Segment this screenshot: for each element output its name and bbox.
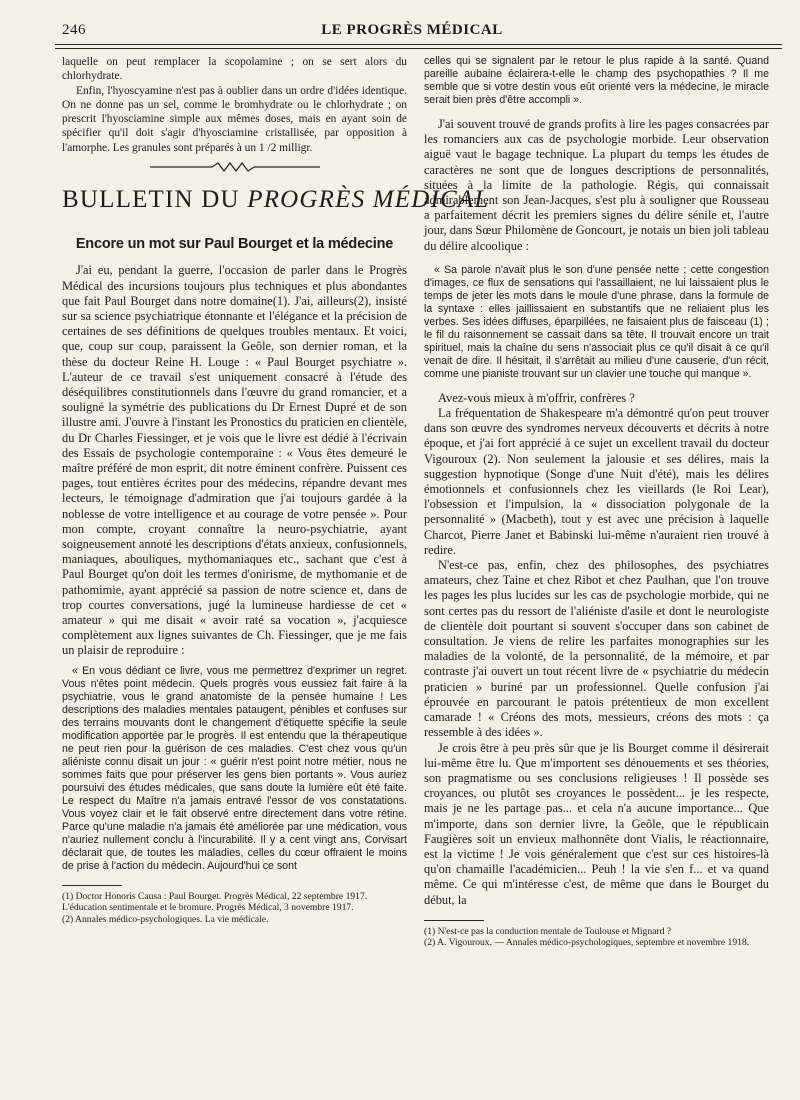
right-column	[424, 55, 769, 949]
goncourt-quote-text: « Sa parole n'avait plus le son d'une pensée nette ; cette congestion d'images, ce flux de sensations qui l'assaillaient, ne lui laissaient plus le temps de jeter les mots dans le moule d'une phrase, dans la formule de la syntaxe : elles jaillissaient en substantifs que ne reliaient plus les verbes. Ses idées diffuses, éparpillées, ne faisaient plus de faisceau (1) ; le fil du raisonnement se cassait dans sa tête. Il trouvait encore un trait spirituel, mais la chaîne du sens n'associait plus ce qu'il disait à ce qu'il venait de dire. Il hésitait, il s'arrêtait au milieu d'une causerie, d'un récit, comme une pianiste trouvant sur un clavier une touche qui manque ».	[424, 263, 769, 380]
footnote-left-2: (2) Annales médico-psychologiques. La vie médicale.	[62, 913, 269, 925]
bulletin-title-prefix: BULLETIN DU	[62, 186, 240, 214]
body-paragraph-2: J'ai souvent trouvé de grands profits à lire les pages consacrées par les romanciers aux cas de psychologie morbide. Leur observation aiguë vaut le bagage technique. La plupart du temps les études de caractères ne sont que de longues descriptions de personnalités, situées à la limite de la pathologie. Régis, qui connaissait admirablement son Jean-Jacques, s'est plu à souligner que Rousseau a parfaitement décrit les premiers signes du délire sénile et, l'autre jour, dans Sœur Philomène de Goncourt, je notais un bien joli tableau du délire alcoolique :	[424, 117, 769, 253]
footnote-right-1: (1) N'est-ce pas la conduction mentale de Toulouse et Mignard ?	[424, 925, 672, 937]
article-body-start	[62, 263, 407, 658]
article-title: Encore un mot sur Paul Bourget et la médecine	[75, 236, 394, 253]
fiessinger-quote	[62, 665, 407, 873]
footnote-rule-left	[62, 885, 122, 886]
quote-paragraph-1: « En vous dédiant ce livre, vous me permettrez d'exprimer un regret. Vous n'êtes point médecin. Quels progrès vous eussiez fait faire à la psychiatrie, vous le grand anatomiste de la pensée humaine ! Les descriptions des maladies mentales pataugent, pénibles et confuses sur des terrains mouvants dont le changement d'étiquette spécifie la seule modification apportée par le progrès. Il est entendu que la thérapeutique ne peut rien pour la guérison de ces maladies. C'est chez vous qu'un aliéniste connu disait un jour : « guérir n'est point notre métier, nous ne sommes faits que pour préserver les gens bien portants ». Vous auriez poursuivi des études médicales, que sans doute la lumière eût été faite. Le respect du Maître n'a jamais entravé l'essor de vos constatations. Vous voyez clair et le fait observé entre directement dans votre rétine. Parce qu'une maladie n'a jamais été améliorée par une médication, vous n'auriez nullement conclu à l'incurabilité. Il y a cent vingt ans, Corvisart déclarait que, de toutes les maladies, celles du cœur offraient le moins de prise à l'action du médecin. Aujourd'hui ce sont	[62, 664, 407, 872]
left-column	[62, 55, 490, 925]
intro-paragraph-2: Enfin, l'hyoscyamine n'est pas à oublier dans un ordre d'idées identique. On ne donne pas un sel, comme le bromhydrate ou le chlorhydrate ; on prescrit l'hyosciamine simple aux mêmes doses, mais en ayant soin de spécifier qu'il doit s'agir d'hyosciamine cristallisée, par opposition à l'amorphe. Les granules sont préparés à un 1 /2 milligr.	[62, 84, 407, 154]
quote-continuation	[424, 55, 769, 107]
body-paragraph-5: N'est-ce pas, enfin, chez des philosophes, des psychiatres amateurs, chez Taine et chez Ribot et chez Paulhan, que l'on trouve les pages les plus lucides sur les cas de psychologie morbide, qui ne sont certes pas du ressort de l'aliéniste d'asile et dont le neurologiste de clientèle doit pourtant si souvent s'occuper dans son cabinet de consultation. Je viens de relire les parfaites monographies sur les maladies de la volonté, de la personnalité, de la mémoire, et par contraste j'ai ouvert un tout récent livre de « psychiatrie du médecin praticien » buriné par un professionnel. Quelle confusion j'ai éprouvée en parcourant le patois prétentieux de mon excellent camarade ! « Créons des mots, messieurs, créons des mots : ça ressemble à des idées ».	[424, 558, 769, 740]
intro-paragraph-1: laquelle on peut remplacer la scopolamine ; on se sert alors du chlorhydrate.	[62, 56, 407, 83]
footnote-rule-right	[424, 920, 484, 921]
article-body-right-2	[424, 391, 769, 908]
body-paragraph-1: J'ai eu, pendant la guerre, l'occasion de parler dans le Progrès Médical des incursions toujours plus techniques et plus abondantes que fait Paul Bourget dans notre domaine(1). J'ai, ailleurs(2), insisté sur sa science psychiatrique étonnante et l'élégance et la précision de certaines de ses définitions de quelques troubles mentaux. Et voici, que, coup sur coup, paraissent la Geôle, son dernier roman, et la thèse du docteur Reine H. Louge : « Paul Bourget psychiatre ». L'auteur de ce travail s'est uniquement consacré à l'étude des déséquilibres constitutionnels dans l'œuvre du grand romancier, et a souligné la symétrie des publications du Dr Ernest Dupré et de son illustre ami. J'ouvre à l'instant les Pronostics du praticien en clientèle, du Dr Charles Fiessinger, et je vois que le livre est dédié à l'écrivain des Essais de psychologie contemporaine : « Vous êtes demeuré le maître préféré de mon esprit, dit notre éminent confrère. Puissent ces pages, tout entières écrites pour des médecins, répandre devant mes lecteurs, le témoignage d'admiration que j'ai toujours gardée à la noblesse de votre intelligence et au courage de votre pensée ». Pour mon compte, croyant connaître la neuro-psychiatrie, ayant soigneusement annoté les descriptions d'états anxieux, confusionnels, maniaques, abouliques, mythomaniaques etc., sachant que c'est à Paul Bourget qu'on doit les termes d'onirisme, de mythomanie et de pathomimie, ayant apprécié sa passion de notre science et, dans de trop courtes conversations, jugé la lumineuse hardiesse de cet « amateur » qui me disait « avoir raté sa vocation », j'acquiesce complètement aux lignes suivantes de Ch. Fiessinger, que je me fais un plaisir de reproduire :	[62, 263, 407, 658]
journal-title: LE PROGRÈS MÉDICAL	[321, 22, 503, 38]
footnote-right-2: (2) A. Vigouroux. — Annales médico-psychologiques, septembre et novembre 1918.	[424, 937, 750, 949]
running-head	[62, 22, 762, 42]
footnotes-right	[424, 926, 769, 949]
footnote-left-1: (1) Doctor Honoris Causa : Paul Bourget. Progrès Médical, 22 septembre 1917. L'éducation sentimentale et le bromure. Progrès Médical, 3 novembre 1917.	[62, 890, 368, 914]
bulletin-title	[62, 185, 490, 215]
header-rule	[55, 44, 782, 45]
body-paragraph-3: Avez-vous mieux à m'offrir, confrères ?	[438, 390, 635, 405]
footnotes-left	[62, 891, 407, 926]
ornament-flourish-icon	[150, 161, 320, 173]
quote-continuation-text: celles qui se signalent par le retour le plus rapide à la santé. Quand pareille aubaine éclairera-t-elle le champ des psychopathies ? Il me semble que si votre destin vous eût orienté vers la médecine, le miracle serait bien près d'être accompli ».	[424, 55, 769, 106]
section-ornament	[62, 161, 407, 175]
bulletin-title-journal: PROGRÈS MÉDICAL	[247, 186, 490, 214]
body-paragraph-4: La fréquentation de Shakespeare m'a démontré qu'on peut trouver dans son œuvre des syndromes nerveux découverts et décrits à notre époque, et j'ai fort apprécié à ce sujet un excellent travail du docteur Vigouroux (2). Non seulement la jalousie et ses délires, mais la suggestion hypnotique (Songe d'une Nuit d'été), mais les délires émotionnels et confusionnels chez les vieillards (le Roi Lear), l'obsession et l'impulsion, la « dissociation polygonale de la personnalité » (Macbeth), tout y est avec une précision à laquelle Charcot, Pierre Janet et Babinski lui-même n'auraient rien trouvé à redire.	[424, 406, 769, 557]
body-paragraph-6: Je crois être à peu près sûr que je lis Bourget comme il désirerait lui-même être lu. Que m'importent ses dénouements et ses théories, son pragmatisme ou ses conclusions religieuses ! Il possède ses croyances, ou plutôt ses croyances le possèdent... je les respecte, mais je ne les partage pas... et cela n'a aucune importance... Que m'importe, dans son dernier livre, la Geôle, que le républicain Faugières soit un envieux malhonnête dont Vialis, le réactionnaire, est la victime ! Je vois généralement que c'est sur ces histoires-là qu'on chamaille l'académicien... Peuh ! la vie s'en f... et va quand même. Ce qui m'intéresse c'est, de même que dans le Bourget du début, la	[424, 740, 769, 907]
goncourt-quote	[424, 264, 769, 381]
article-body-right-1	[424, 117, 769, 254]
page-number: 246	[62, 22, 86, 38]
header-rule-thin	[55, 48, 782, 49]
